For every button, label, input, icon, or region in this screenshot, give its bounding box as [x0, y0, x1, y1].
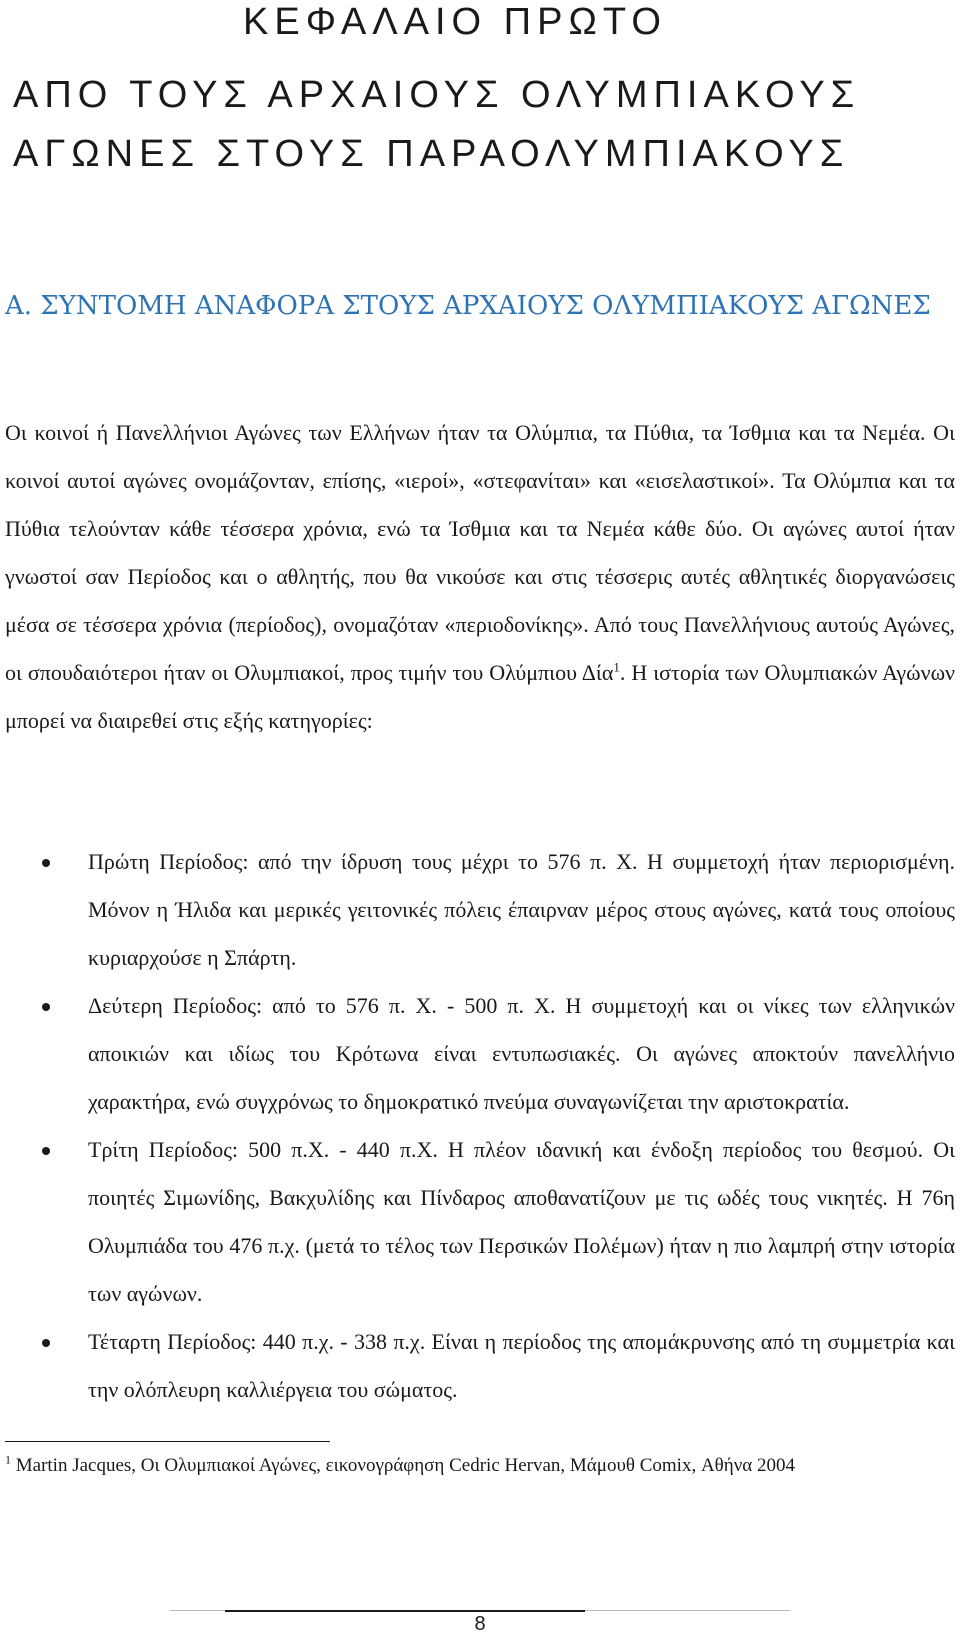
list-item-period-4: [0, 1318, 955, 1414]
chapter-title-line-1: ΚΕΦΑΛΑΙΟ ΠΡΩΤΟ: [243, 1, 667, 43]
periods-list: [0, 838, 960, 1414]
paragraph-text-before-ref: Οι κοινοί ή Πανελλήνιοι Αγώνες των Ελλήνων ήταν τα Ολύμπια, τα Πύθια, τα Ίσθμια και τα Νεμέα. Οι κοινοί αυτοί αγώνες ονομάζονταν, επίσης, «ιεροί», «στεφανίται» και «εισελαστικοί». Τα Ολύμπια και τα Πύθια τελούνταν κάθε τέσσερα χρόνια, ενώ τα Ίσθμια και τα Νεμέα κάθε δύο. Οι αγώνες αυτοί ήταν γνωστοί σαν Περίοδος και ο αθλητής, που θα νικούσε και στις τέσσερις αυτές αθλητικές διοργανώσεις μέσα σε τέσσερα χρόνια (περίοδος), ονομαζόταν «περιοδονίκης». Από τους Πανελλήνιους αυτούς Αγώνες, οι σπουδαιότεροι ήταν οι Ολυμπιακοί, προς τιμήν του Ολύμπιου Δία: [5, 420, 955, 685]
list-item-period-1: [0, 838, 955, 982]
bullet-icon: [42, 1339, 50, 1347]
list-item-period-2: [0, 982, 955, 1126]
page-number: 8: [474, 1613, 486, 1635]
footnote-text: Martin Jacques, Οι Ολυμπιακοί Αγώνες, εικονογράφηση Cedric Hervan, Μάμουθ Comix, Αθήνα 2004: [15, 1455, 795, 1476]
intro-paragraph: [5, 409, 955, 745]
bullet-icon: [42, 1147, 50, 1155]
list-item-text: Πρώτη Περίοδος: από την ίδρυση τους μέχρι το 576 π. Χ. Η συμμετοχή ήταν περιορισμένη. Μόνον η Ήλιδα και μερικές γειτονικές πόλεις έπαιρναν μέρος στους αγώνες, κατά τους οποίους κυριαρχούσε η Σπάρτη.: [88, 849, 955, 970]
bullet-icon: [42, 1003, 50, 1011]
footer-divider-accent: [225, 1610, 585, 1612]
footnote-separator: [5, 1441, 330, 1442]
chapter-title-line-3: ΑΓΩΝΕΣ ΣΤΟΥΣ ΠΑΡΑΟΛΥΜΠΙΑΚΟΥΣ: [13, 133, 850, 175]
section-heading: Α. ΣΥΝΤΟΜΗ ΑΝΑΦΟΡΑ ΣΤΟΥΣ ΑΡΧΑΙΟΥΣ ΟΛΥΜΠΙΑΚΟΥΣ ΑΓΩΝΕΣ: [5, 291, 931, 321]
bullet-icon: [42, 859, 50, 867]
list-item-period-3: [0, 1126, 955, 1318]
list-item-text: Δεύτερη Περίοδος: από το 576 π. Χ. - 500 π. Χ. Η συμμετοχή και οι νίκες των ελληνικών αποικιών και ιδίως του Κρότωνα είναι εντυπωσιακές. Οι αγώνες αποκτούν πανελλήνιο χαρακτήρα, ενώ συγχρόνως το δημοκρατικό πνεύμα συναγωνίζεται την αριστοκρατία.: [88, 993, 955, 1114]
footnote-number: 1: [5, 1452, 11, 1467]
paragraph-text-after-ref: . Η ιστορία των Ολυμπιακών Αγώνων μπορεί να διαιρεθεί στις εξής κατηγορίες:: [5, 660, 956, 733]
chapter-title-line-2: ΑΠΟ ΤΟΥΣ ΑΡΧΑΙΟΥΣ ΟΛΥΜΠΙΑΚΟΥΣ: [13, 74, 861, 116]
footnote-reference: 1: [613, 659, 620, 675]
footnote: [5, 1453, 955, 1479]
list-item-text: Τρίτη Περίοδος: 500 π.Χ. - 440 π.Χ. Η πλέον ιδανική και ένδοξη περίοδος του θεσμού. Οι ποιητές Σιμωνίδης, Βακχυλίδης και Πίνδαρος αποθανατίζουν με τις ωδές τους νικητές. Η 76η Ολυμπιάδα του 476 π.χ. (μετά το τέλος των Περσικών Πολέμων) ήταν η πιο λαμπρή στην ιστορία των αγώνων.: [88, 1137, 955, 1306]
list-item-text: Τέταρτη Περίοδος: 440 π.χ. - 338 π.χ. Είναι η περίοδος της απομάκρυνσης από τη συμμετρία και την ολόπλευρη καλλιέργεια του σώματος.: [88, 1329, 955, 1402]
